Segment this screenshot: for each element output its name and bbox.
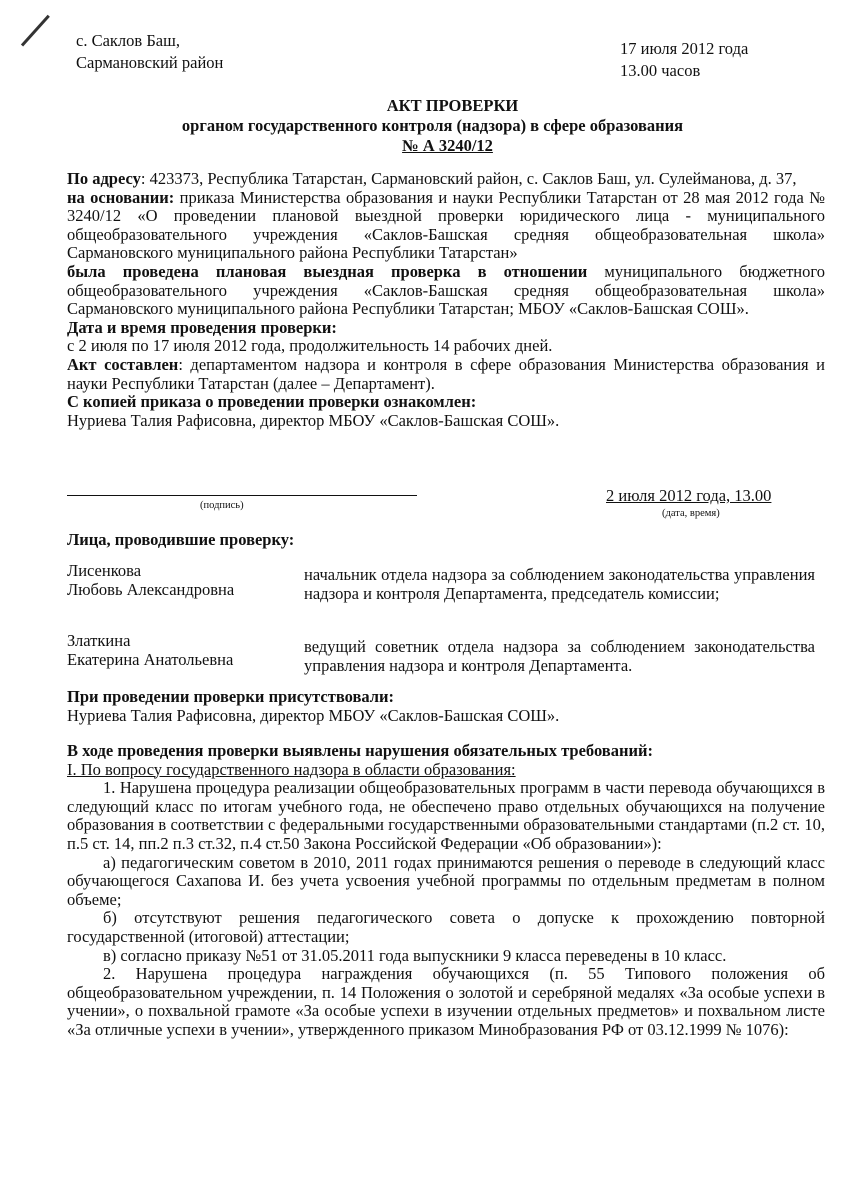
violations-heading: В ходе проведения проверки выявлены нарушения обязательных требований:: [67, 741, 653, 760]
datetime-text: с 2 июля по 17 июля 2012 года, продолжительность 14 рабочих дней.: [67, 336, 553, 356]
inspection-paragraph: [67, 263, 825, 319]
inspector-1-name: [67, 562, 287, 599]
date-line-2: 13.00 часов: [620, 61, 701, 80]
compiled-label: Акт составлен: [67, 354, 179, 374]
violations-section: [67, 742, 825, 1040]
inspection-text: муниципального бюджетного общеобразовательного учреждения «Саклов-Башская средняя общеобразовательная школа» Сармановского муниципального района Республики Татарстан; МБОУ «Саклов-Башская СОШ».: [67, 261, 825, 319]
place-line-2: Сармановский район: [76, 53, 224, 72]
place-line-1: с. Саклов Баш,: [76, 31, 180, 50]
violations-section-title: I. По вопросу государственного надзора в области образования:: [67, 759, 516, 779]
violation-1c: в) согласно приказу №51 от 31.05.2011 года выпускники 9 класса переведены в 10 класс.: [103, 945, 727, 965]
date-header: [620, 38, 748, 82]
copy-text: Нуриева Талия Рафисовна, директор МБОУ «Саклов-Башская СОШ».: [67, 410, 560, 430]
inspector-1-surname: Лисенкова: [67, 561, 142, 580]
inspector-2-name: [67, 632, 287, 669]
present-section: [67, 688, 827, 725]
title-line-2: органом государственного контроля (надзора) в сфере образования: [181, 116, 684, 135]
signature-date-caption: (дата, время): [662, 508, 720, 519]
compiled-text: : департаментом надзора и контроля в сфере образования Министерства образования и науки Республики Татарстан (далее – Департамент).: [67, 354, 826, 393]
violation-1a: а) педагогическим советом в 2010, 2011 годах принимаются решения о переводе в следующий класс обучающегося Сахапова И. без учета усвоения учебной программы по отдельным предметам в полном объеме;: [67, 852, 825, 909]
address-paragraph: [67, 170, 825, 189]
title-line-1: АКТ ПРОВЕРКИ: [386, 96, 519, 115]
present-text: Нуриева Талия Рафисовна, директор МБОУ «Саклов-Башская СОШ».: [67, 705, 560, 725]
inspector-1-role: начальник отдела надзора за соблюдением законодательства управления надзора и контроля Департамента, председатель комиссии;: [304, 565, 815, 603]
date-line-1: 17 июля 2012 года: [620, 39, 749, 58]
signature-date: 2 июля 2012 года, 13.00: [606, 486, 772, 505]
basis-label: на основании:: [67, 187, 175, 207]
act-body: [67, 170, 825, 430]
act-number: [30, 136, 865, 156]
address-text: : 423373, Республика Татарстан, Сармановский район, с. Саклов Баш, ул. Сулейманова, д. 37,: [140, 169, 797, 188]
inspectors-heading: Лица, проводившие проверку:: [67, 530, 295, 549]
present-heading: При проведении проверки присутствовали:: [67, 687, 395, 706]
inspector-2-surname: Златкина: [67, 631, 131, 650]
violation-2: 2. Нарушена процедура награждения обучающихся (п. 55 Типового положения об общеобразовательном учреждении, п. 14 Положения о золотой и серебряной медалях «За особые успехи в учении», о похвальной грамоте «За особые успехи в изучении отдельных предметов» и похвальном листе «За отличные успехи в учении», утвержденного приказом Минобразования РФ от 03.12.1999 № 1076):: [67, 964, 825, 1039]
basis-text: приказа Министерства образования и науки Республики Татарстан от 28 мая 2012 года № 3240/12 «О проведении плановой выездной проверки юридического лица - муниципального общеобразовательного учреждения «Саклов-Башская средняя общеобразовательная школа» Сармановского муниципального района Республики Татарстан»: [67, 187, 825, 263]
signature-line: [67, 495, 417, 496]
datetime-label: Дата и время проведения проверки:: [67, 317, 337, 337]
address-label: По адресу: [67, 169, 141, 188]
inspection-label: была проведена плановая выездная проверка в отношении: [67, 261, 588, 281]
basis-paragraph: [67, 189, 825, 263]
pen-mark: [21, 15, 50, 47]
inspector-1-given-name: Любовь Александровна: [67, 579, 235, 599]
act-number-text: № А 3240/12: [402, 136, 493, 155]
document-title: [0, 96, 865, 156]
compiled-paragraph: [67, 356, 825, 393]
copy-label: С копией приказа о проведении проверки ознакомлен:: [67, 392, 477, 412]
inspector-2-role: ведущий советник отдела надзора за соблюдением законодательства управления надзора и контроля Департамента.: [304, 637, 815, 675]
inspector-2-given-name: Екатерина Анатольевна: [67, 649, 234, 669]
violation-1b: б) отсутствуют решения педагогического совета о допуске к прохождению повторной государственной (итоговой) аттестации;: [67, 908, 825, 946]
place-header: [76, 30, 223, 74]
violation-1: 1. Нарушена процедура реализации общеобразовательных программ в части перевода обучающихся в следующий класс по итогам учебного года, не обеспечено право отдельных обучающихся на получение образования в соответствии с федеральными государственными образовательными стандартами (п.2 ст. 10, п.5 ст. 14, пп.2 п.3 ст.32, п.4 ст.50 Закона Российской Федерации «Об образовании»):: [67, 778, 825, 853]
signature-caption: (подпись): [200, 500, 244, 511]
